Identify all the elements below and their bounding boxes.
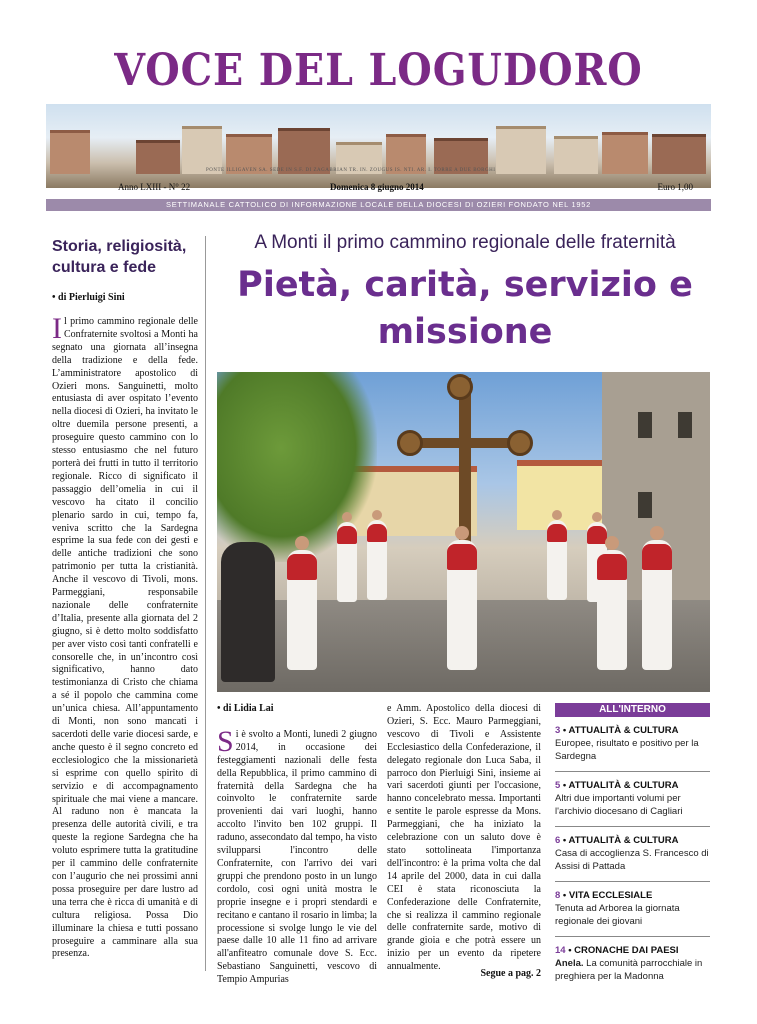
photo-woman-figure (221, 542, 275, 682)
main-article-column-2: e Amm. Apostolico della diocesi di Ozieri, S. Ecc. Mauro Parmeggiani, vescovo di Tivoli e Assistente Ecclesiastico della Confederazione, il delegato regionale don Luca Saba, il parroco don Pierluigi Sini, insieme ai vari sacerdoti giunti per l'occasione, hanno concelebrato messa. Importanti e sentite le parole espresse da Mons. Parmeggiani, che ha iniziato la celebrazione con un saluto dove è stato sottolineata l'importanza dell'incontro: è la prima volta che dal 14 aprile del 2000, data in cui dalla CEI è stata riconosciuta la Confederazione delle Confraternite, che si realizza il cammino regionale delle confraternite sarde, motivo di grande gioia e che potrà essere un inizio per un evento da ripetere annualmente. (387, 703, 541, 973)
column-divider (205, 236, 206, 971)
main-article-text-1: i è svolto a Monti, lunedì 2 giugno 2014, in occasione dei festeggiamenti nazionali delle festa della Repubblica, il primo cammino di fraternità della Sardegna che ha coinvolto le confraternite sarde provenienti dai vari luoghi, hanno accolto l'invito ben 102 gruppi. Il raduno, assecondato dal tempo, ha visto svilupparsi l'incontro delle Confraternite, con l'arrivo dei vari gruppi che prendono posto in un lungo cordolo, così ogni unità mostra le proprie insegne e i propri stendardi e recitano e cantano il rosario in limba; la processione si svolge lungo le vie del paese dalle 10 alle 11 fino ad arrivare all'anfiteatro comunale dove S. Ecc. Sebastiano Sanguinetti, vescovo di Tempio Ampurias (217, 728, 377, 986)
continued-link[interactable]: Segue a pag. 2 (480, 968, 541, 979)
photo-red-cape (642, 544, 672, 570)
sidebar-item-desc-text: La comunità parrocchiale in preghiera per la Madonna (555, 958, 703, 982)
page-number: 6 (555, 835, 561, 846)
photo-red-cape (337, 526, 357, 544)
photo-brother-figure (597, 550, 627, 670)
photo-cross-bearer-figure (447, 540, 477, 670)
sidebar-item-heading (555, 780, 710, 792)
photo-window (678, 412, 692, 438)
left-article-byline: • di Pierluigi Sini (52, 292, 125, 303)
masthead-photo-strip (46, 104, 711, 188)
section-name: • VITA ECCLESIALE (560, 890, 653, 901)
inside-sidebar (555, 703, 710, 991)
photo-red-cape (367, 524, 387, 542)
sidebar-item[interactable] (555, 937, 710, 991)
sidebar-item[interactable] (555, 827, 710, 882)
sidebar-item-heading (555, 945, 710, 957)
church-photo (602, 132, 648, 174)
sidebar-title: ALL'INTERNO (555, 703, 710, 717)
photo-cross-ornament (447, 374, 473, 400)
photo-brother-figure (642, 540, 672, 670)
photo-brother-figure (337, 522, 357, 602)
church-photo (496, 126, 546, 174)
photo-cross-ornament (397, 430, 423, 456)
main-article-column-1 (217, 703, 377, 987)
photo-red-cape (597, 554, 627, 580)
page-number: 14 (555, 945, 566, 956)
left-article-heading: Storia, religiosità, cultura e fede (52, 238, 187, 276)
photo-red-cape (447, 544, 477, 570)
photo-window (638, 412, 652, 438)
page-number: 8 (555, 890, 561, 901)
page-number: 5 (555, 780, 561, 791)
church-photo (50, 130, 90, 174)
photo-red-cape (547, 524, 567, 542)
article-kicker: A Monti il primo cammino regionale delle fraternità (254, 232, 676, 253)
tagline-bar: SETTIMANALE CATTOLICO DI INFORMAZIONE LOCALE DELLA DIOCESI DI OZIERI FONDATO NEL 1952 (46, 199, 711, 211)
photo-brother-figure (367, 520, 387, 600)
issue-price: Euro 1,00 (657, 182, 693, 192)
sidebar-item-heading (555, 890, 710, 902)
issue-date: Domenica 8 giugno 2014 (330, 182, 424, 192)
photo-cross-ornament (507, 430, 533, 456)
church-photo (652, 134, 706, 174)
photo-brother-figure (287, 550, 317, 670)
church-photo (136, 140, 180, 174)
church-photo (182, 126, 222, 174)
sidebar-item-desc: Altri due importanti volumi per l'archivio diocesano di Cagliari (555, 793, 683, 817)
page-number: 3 (555, 725, 561, 736)
sidebar-item-heading (555, 725, 710, 737)
left-article-body (52, 312, 198, 961)
photo-red-cape (587, 526, 607, 544)
issue-number: Anno LXIII - N° 22 (118, 182, 191, 192)
section-name: • ATTUALITÀ & CULTURA (560, 780, 679, 791)
main-article-byline: • di Lidia Lai (217, 703, 274, 714)
sidebar-item[interactable] (555, 717, 710, 772)
section-name: • ATTUALITÀ & CULTURA (560, 835, 679, 846)
photo-brother-figure (547, 520, 567, 600)
section-name: • ATTUALITÀ & CULTURA (560, 725, 679, 736)
newspaper-title: VOCE DEL LOGUDORO (114, 45, 643, 96)
photo-red-cape (287, 554, 317, 580)
church-photo (554, 136, 598, 174)
left-article-text: l primo cammino regionale delle Confraternite svoltosi a Monti ha segnato una giornata all’insegna della tradizione e della fede. L’amministratore apostolico di Ozieri mons. Sanguinetti, molto entusiasta di aver ospitato l’evento nella diocesi di Ozieri, ha invitato le oltre duemila persone presenti, a proseguire questo cammino con lo stesso entusiasmo che nel futuro porterà dei frutti in tutto il territorio regionale. Ricco di significato il passaggio dell’omelia in cui il vescovo ha citato il concilio plenario sardo in cui, tempo fa, veniva scritto che la Sardegna esprime la sua fede con dei gesti e delle antiche tradizioni che sono patrimonio per tutta la cristianità. Anche il vescovo di Tivoli, mons. Parmeggiani, responsabile nazionale delle confraternite d’Italia, presente alla giornata del 2 giugno, si è detto molto soddisfatto per aver visto così tanti confratelli e consorelle che, in un’incontro così significativo, hanno dato testimonianza di Cristo che chiama a sé il popolo che cammina come un’unica chiesa. All’appuntamento di Monti, non sono mancati i sacerdoti delle varie diocesi sarde, e anche questo è il segno concreto ed ecclesiologico che la missionarietà si esprime con quello spirito di servizio e di accompagnamento spirituale che mai viene a mancare. Al raduno non è mancata la presenza delle autorità civili, e tra queste la regione Sardegna che ha voluto esprimere tutta la gratitudine per il cammino delle confraternite con l’augurio che nei prossimi anni possa proseguire per dare lustro ad una terra che è ricca di umanità e di cultura religiosa. Possa Dio illuminare la chiesa e tutti possano proseguire a camminare alla sua presenza. (52, 316, 198, 960)
sidebar-item-desc: Casa di accoglienza S. Francesco di Assisi di Pattada (555, 848, 709, 872)
sidebar-item-desc: Tenuta ad Arborea la giornata regionale dei giovani (555, 903, 680, 927)
left-article (52, 236, 198, 961)
dropcap: S (217, 724, 234, 758)
sidebar-item[interactable] (555, 772, 710, 827)
issue-info-line (118, 182, 693, 194)
photo-window (638, 492, 652, 518)
place-name: Anela. (555, 958, 584, 969)
dropcap: I (52, 312, 62, 345)
strip-caption: PONTE ILLIGAVEN SA. SEDE IN S.F. DI ZAGABRIAN TR. IN. ZOUGUS IS. NTI. AR. I. TORRE A DUE BORGHI (206, 168, 496, 173)
article-headline: Pietà, carità, servizio e missione (237, 265, 693, 352)
main-article-body-1 (217, 724, 377, 987)
sidebar-item-desc (555, 957, 710, 983)
sidebar-item[interactable] (555, 882, 710, 937)
section-name: • CRONACHE DAI PAESI (565, 945, 679, 956)
sidebar-item-desc: Europee, risultato e positivo per la Sardegna (555, 738, 699, 762)
masthead (46, 40, 711, 102)
procession-photo (217, 372, 710, 692)
sidebar-item-heading (555, 835, 710, 847)
